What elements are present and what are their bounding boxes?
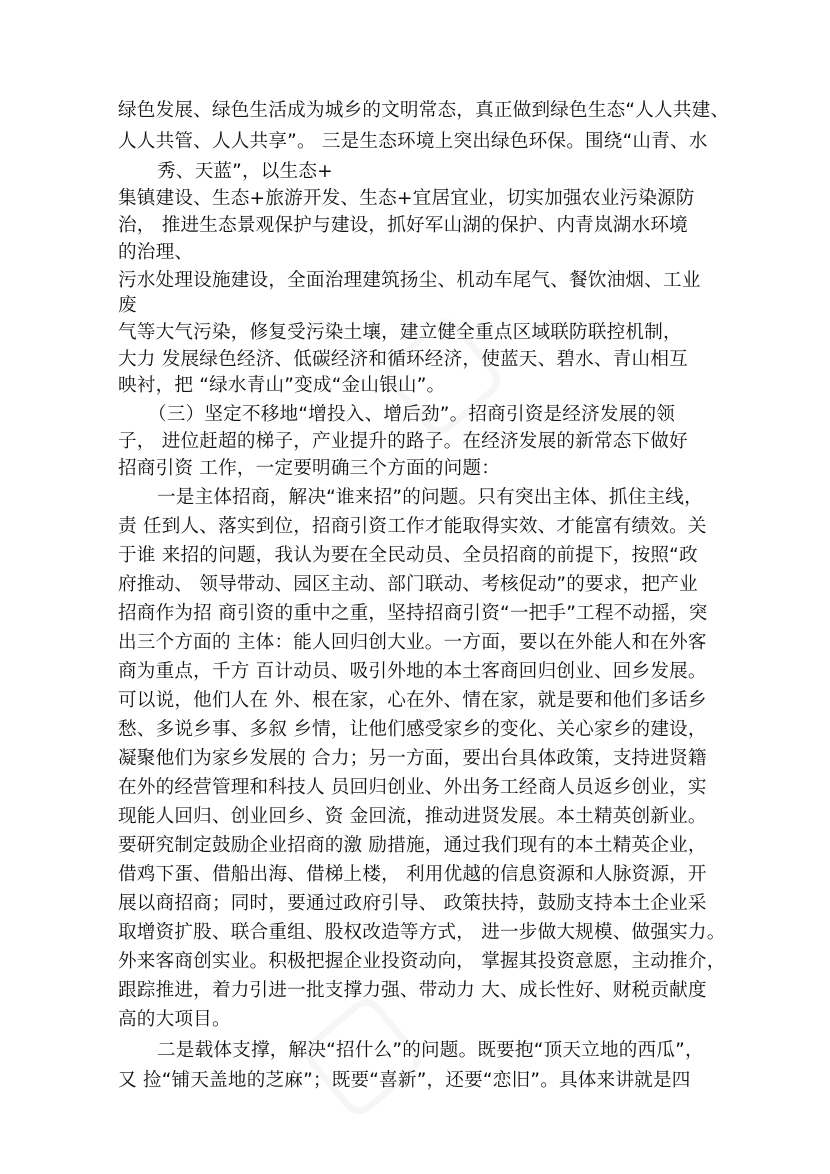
text-line: 展以商招商；同时，要通过政府引导、 政策扶持，鼓励支持本土企业采 <box>118 893 707 914</box>
text-line: 商为重点，千方 百计动员、吸引外地的本土客商回归创业、回乡发展。 <box>118 661 707 682</box>
text-line: 招商作为招 商引资的重中之重，坚持招商引资“一把手”工程不动摇，突 <box>118 603 708 624</box>
text-line: 的治理、 <box>118 242 194 263</box>
text-line: 污水处理设施建设，全面治理建筑扬尘、机动车尾气、餐饮油烟、工业 <box>118 270 701 291</box>
text-line: 又 捡“铺天盖地的芝麻”；既要“喜新”，还要“恋旧”。具体来讲就是四 <box>118 1070 691 1091</box>
text-line: 治， 推进生态景观保护与建设，抓好军山湖的保护、内青岚湖水环境 <box>118 215 688 236</box>
text-line: 映衬，把 “绿水青山”变成“金山银山”。 <box>118 375 446 396</box>
text-line: 于谁 来招的问题，我认为要在全民动员、全员招商的前提下，按照“政 <box>118 545 698 566</box>
text-line: 二是载体支撑，解决“招什么”的问题。既要抱“顶天立地的西瓜”， <box>157 1040 704 1061</box>
text-line: 秀、天蓝”，以生态+ <box>157 161 333 182</box>
text-line: 责 任到人、落实到位，招商引资工作才能取得实效、才能富有绩效。关 <box>118 516 707 537</box>
text-line: 招商引资 工作，一定要明确三个方面的问题： <box>118 458 500 479</box>
text-line: 取增资扩股、联合重组、股权改造等方式， 进一步做大规模、做强实力。 <box>118 922 726 943</box>
text-line: 外来客商创实业。积极把握企业投资动向， 掌握其投资意愿，主动推介， <box>118 951 726 972</box>
text-line: 愁、多说乡事、多叙 乡情，让他们感受家乡的变化、关心家乡的建设， <box>118 719 707 740</box>
text-line: 废 <box>118 295 137 316</box>
text-line: 跟踪推进，着力引进一批支撑力强、带动力 大、成长性好、财税贡献度 <box>118 980 707 1001</box>
text-line: 现能人回归、创业回乡、资 金回流，推动进贤发展。本土精英创新业。 <box>118 806 707 827</box>
text-line: 要研究制定鼓励企业招商的激 励措施，通过我们现有的本土精英企业， <box>118 835 707 856</box>
text-line: 可以说，他们人在 外、根在家，心在外、情在家，就是要和他们多话乡 <box>118 690 707 711</box>
text-line: 集镇建设、生态+旅游开发、生态+宜居宜业，切实加强农业污染源防 <box>118 188 695 209</box>
text-line: 在外的经营管理和科技人 员回归创业、外出务工经商人员返乡创业，实 <box>118 777 707 798</box>
text-line: 一是主体招商，解决“谁来招”的问题。只有突出主体、抓住主线， <box>157 487 703 508</box>
text-line: 借鸡下蛋、借船出海、借梯上楼， 利用优越的信息资源和人脉资源，开 <box>118 864 707 885</box>
text-line: 出三个方面的 主体：能人回归创大业。一方面，要以在外能人和在外客 <box>118 632 707 653</box>
text-line: 子， 进位赶超的梯子，产业提升的路子。在经济发展的新常态下做好 <box>118 431 688 452</box>
text-line: 人人共管、人人共享”。 三是生态环境上突出绿色环保。围绕“山青、水 <box>118 131 708 152</box>
text-line: 府推动、 领导带动、园区主动、部门联动、考核促动”的要求，把产业 <box>118 574 698 595</box>
text-line: 凝聚他们为家乡发展的 合力；另一方面，要出台具体政策，支持进贤籍 <box>118 748 707 769</box>
text-line: 绿色发展、绿色生活成为城乡的文明常态，真正做到绿色生态“人人共建、 <box>118 100 730 121</box>
text-line: 大力 发展绿色经济、低碳经济和循环经济，使蓝天、碧水、青山相互 <box>118 349 688 370</box>
text-line: 高的大项目。 <box>118 1009 231 1030</box>
text-line: 气等大气污染，修复受污染土壤，建立健全重点区域联防联控机制， <box>118 322 682 343</box>
text-line: （三）坚定不移地“增投入、增后劲”。招商引资是经济发展的领 <box>148 404 676 425</box>
